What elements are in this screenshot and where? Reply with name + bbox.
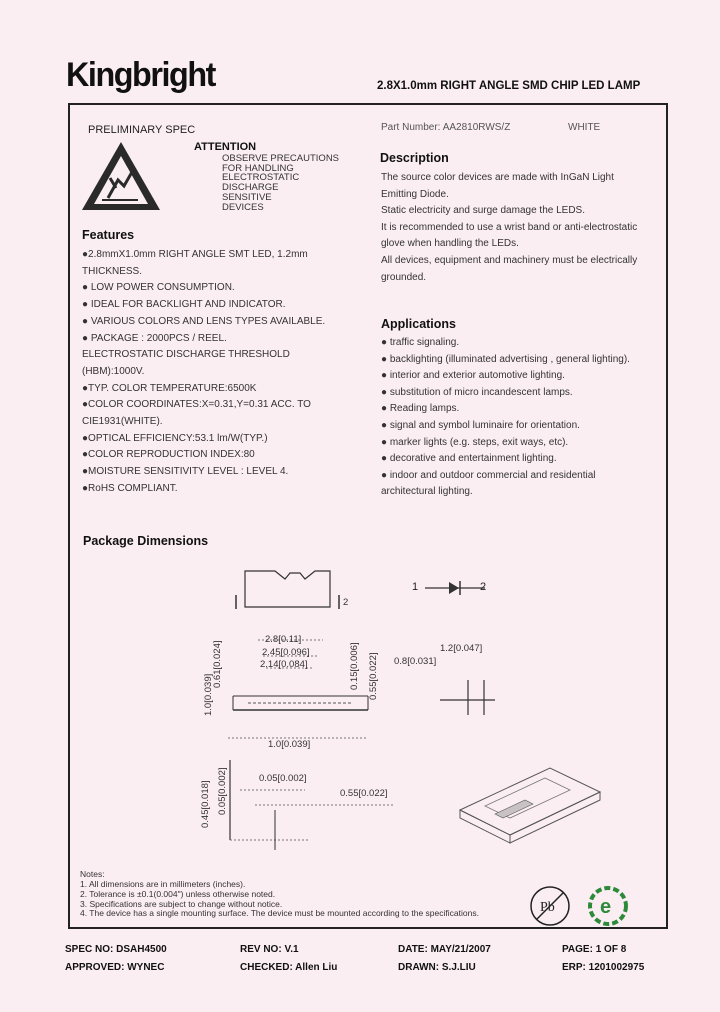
description-line: The source color devices are made with InGaN Light [381,172,614,183]
green-e-icon [588,886,628,926]
description-line: glove when handling the LEDs. [381,238,519,250]
erp-number: ERP: 1201002975 [562,962,645,973]
package-side-drawing [215,755,415,855]
description-line: Static electricity and surge damage the LEDS. [381,205,585,217]
dim-0-55-vertical: 0.55[0.022] [368,652,379,700]
rev-no: REV NO: V.1 [240,944,299,955]
description-line: grounded. [381,271,427,283]
pin2-label: 2 [480,581,487,593]
pb-text: Pb [540,900,555,915]
application-item: ● backlighting (illuminated advertising , general lighting). [381,353,630,365]
approved-by: APPROVED: WYNEC [65,962,165,973]
part-number: Part Number: AA2810RWS/Z [381,122,511,133]
package-top-drawing [230,565,350,615]
application-item: ● signal and symbol luminaire for orientation. [381,420,580,431]
attention-title: ATTENTION [194,141,257,153]
date: DATE: MAY/21/2007 [398,944,491,955]
feature-item: ●RoHS COMPLIANT. [82,482,178,494]
feature-item: (HBM):1000V. [82,365,145,377]
dim-0-61: 0.61[0.024] [212,640,223,688]
note-line: 4. The device has a single mounting surface. The device must be mounted according to the specifications. [80,908,479,919]
feature-item: ●COLOR REPRODUCTION INDEX:80 [82,449,255,461]
feature-item: ● PACKAGE : 2000PCS / REEL. [82,332,227,344]
feature-item: CIE1931(WHITE). [82,416,163,427]
feature-item: ●2.8mmX1.0mm RIGHT ANGLE SMT LED, 1.2mm [82,249,308,260]
application-item: ● indoor and outdoor commercial and residential [381,469,596,481]
description-line: It is recommended to use a wrist band or anti-electrostatic [381,221,638,233]
dim-1-0-bottom: 1.0[0.039] [268,739,311,750]
feature-item: ● IDEAL FOR BACKLIGHT AND INDICATOR. [82,299,286,311]
application-item: ● marker lights (e.g. steps, exit ways, etc). [381,436,569,448]
dim-0-8: 0.8[0.031] [394,656,437,667]
e-text: e [600,896,612,918]
features-title: Features [82,228,135,242]
dim-0-55-side: 0.55[0.022] [340,788,388,799]
dim-1-0-vertical: 1.0[0.039] [203,673,214,716]
feature-item: ● LOW POWER CONSUMPTION. [82,282,235,294]
dim-2-8: 2.8[0.11] [265,634,302,645]
color-label: WHITE [568,122,601,133]
pb-free-icon [528,884,572,928]
package-3d-view [455,760,605,850]
page-number: PAGE: 1 OF 8 [562,944,627,955]
dim-0-15: 0.15[0.006] [349,642,360,690]
feature-item: ●OPTICAL EFFICIENCY:53.1 lm/W(TYP.) [82,432,268,444]
feature-item: ●COLOR COORDINATES:X=0.31,Y=0.31 ACC. TO [82,399,311,411]
dim-2-14: 2.14[0.084] [260,659,308,670]
application-item: ● Reading lamps. [381,403,460,415]
dim-0-05-top: 0.05[0.002] [259,773,307,784]
esd-warning-icon [80,140,162,212]
application-item: ● interior and exterior automotive lighting. [381,370,565,382]
document-title: 2.8X1.0mm RIGHT ANGLE SMD CHIP LED LAMP [377,80,641,92]
feature-item: ●TYP. COLOR TEMPERATURE:6500K [82,382,257,394]
preliminary-spec: PRELIMINARY SPEC [88,124,196,136]
spec-no: SPEC NO: DSAH4500 [65,944,167,955]
drawn-by: DRAWN: S.J.LIU [398,962,476,973]
application-item: ● substitution of micro incandescent lamps. [381,386,573,398]
dim-0-45: 0.45[0.018] [200,780,211,828]
package-dimensions-title: Package Dimensions [83,534,209,548]
feature-item: ●MOISTURE SENSITIVITY LEVEL : LEVEL 4. [82,466,289,478]
application-item: architectural lighting. [381,486,473,498]
applications-title: Applications [381,317,457,331]
kingbright-logo: Kingbright [66,56,216,94]
application-item: ● traffic signaling. [381,337,460,348]
side-pin-label: 2 [343,597,349,608]
feature-item: THICKNESS. [82,265,143,277]
description-title: Description [380,151,449,165]
pin1-label: 1 [412,581,419,593]
note-line: 3. Specifications are subject to change without notice. [80,898,283,909]
checked-by: CHECKED: Allen Liu [240,962,338,973]
description-line: Emitting Diode. [381,188,449,200]
feature-item: ELECTROSTATIC DISCHARGE THRESHOLD [82,349,290,361]
notes-title: Notes: [80,869,105,879]
description-line: All devices, equipment and machinery must be electrically [381,255,638,266]
diode-symbol [425,578,485,598]
dim-0-05-vertical: 0.05[0.002] [217,767,228,815]
note-line: 2. Tolerance is ±0.1(0.004") unless otherwise noted. [80,888,276,899]
pad-layout-drawing [440,655,500,715]
note-line: 1. All dimensions are in millimeters (inches). [80,879,246,889]
feature-item: ● VARIOUS COLORS AND LENS TYPES AVAILABLE. [82,315,326,327]
dim-2-45: 2.45[0.096] [262,647,310,658]
application-item: ● decorative and entertainment lighting. [381,453,557,465]
dim-1-2: 1.2[0.047] [440,643,483,654]
